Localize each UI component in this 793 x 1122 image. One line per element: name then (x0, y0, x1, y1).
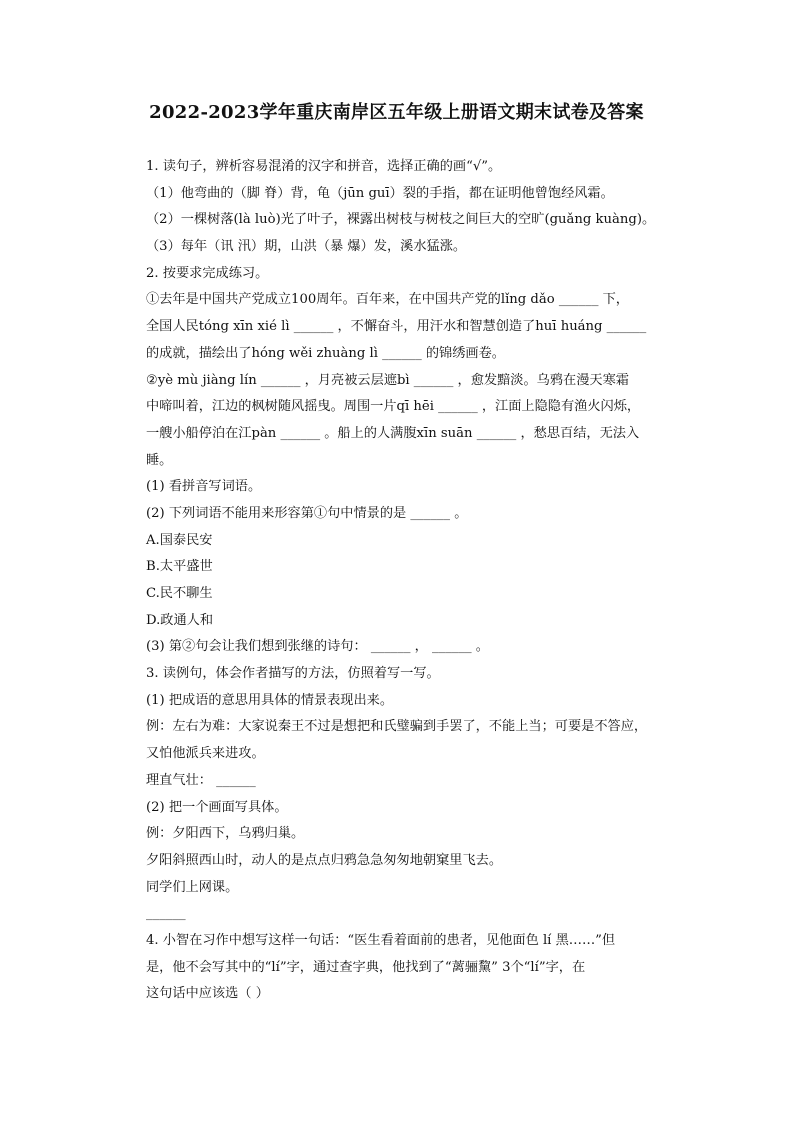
text-line: (1) 把成语的意思用具体的情景表现出来。 (146, 692, 394, 708)
text-line: (2) 下列词语不能用来形容第①句中情景的是 ______ 。 (146, 505, 468, 521)
text-line: （1）他弯曲的（脚 脊）背，龟（jūn guī）裂的手指，都在证明他曾饱经风霜。 (146, 185, 614, 201)
option-a: A.国泰民安 (146, 532, 213, 548)
text-line: （2）一棵树落(là luò)光了叶子，裸露出树枝与树枝之间巨大的空旷(guǎng kuàng)。 (146, 212, 656, 228)
text-line: 又怕他派兵来进攻。 (146, 746, 265, 762)
text-line: 全国人民tóng xīn xié lì ______ ，不懈奋斗，用汗水和智慧创造了huī huáng ______ (146, 319, 647, 335)
text-line: 的成就，描绘出了hóng wěi zhuàng lì ______ 的锦绣画卷。 (146, 345, 505, 361)
text-line: 睡。 (146, 452, 173, 468)
text-line: 2. 按要求完成练习。 (146, 265, 269, 281)
text-line: （3）每年（讯 汛）期，山洪（暴 爆）发，溪水猛涨。 (146, 239, 467, 255)
option-b: B.太平盛世 (146, 559, 213, 575)
text-line: 3. 读例句，体会作者描写的方法，仿照着写一写。 (146, 666, 440, 682)
answer-blank: ______ (146, 906, 186, 922)
text-line: (3) 第②句会让我们想到张继的诗句： ______ ， ______ 。 (146, 639, 489, 655)
text-line: 这句话中应该选（ ） (146, 986, 269, 1002)
text-line: 中啼叫着，江边的枫树随风摇曳。周围一片qī hēi ______ ，江面上隐隐有渔火闪烁， (146, 399, 641, 415)
text-line: 夕阳斜照西山时，动人的是点点归鸦急急匆匆地朝窠里飞去。 (146, 852, 503, 868)
question-body (146, 154, 676, 1008)
option-c: C.民不聊生 (146, 586, 213, 601)
text-line: (1) 看拼音写词语。 (146, 479, 262, 495)
text-line: 例：左右为难：大家说秦王不过是想把和氏璧骗到手罢了，不能上当；可要是不答应， (146, 719, 648, 735)
text-line: 例：夕阳西下，乌鸦归巢。 (146, 826, 305, 842)
text-line: ①去年是中国共产党成立100周年。百年来，在中国共产党的lǐng dǎo ______ 下， (146, 292, 629, 308)
text-line: 1. 读句子，辨析容易混淆的汉字和拼音，选择正确的画“√”。 (146, 159, 502, 174)
text-line: 一艘小船停泊在江pàn ______ 。船上的人满腹xīn suān ______ ，愁思百结，无法入 (146, 425, 640, 441)
document-title: 2022-2023学年重庆南岸区五年级上册语文期末试卷及答案 (149, 102, 644, 123)
text-line: 4. 小智在习作中想写这样一句话：“医生看着面前的患者，见他面色 lí 黑……”但 (146, 932, 616, 948)
text-line: ②yè mù jiàng lín ______ ，月亮被云层遮bì ______ ，愈发黯淡。乌鸦在漫天寒霜 (146, 372, 629, 388)
text-line: 是，他不会写其中的“lí”字，通过查字典，他找到了“蓠骊黧” 3个“lí”字，在 (146, 959, 586, 975)
option-d: D.政通人和 (146, 612, 214, 628)
text-line: (2) 把一个画面写具体。 (146, 799, 288, 815)
text-line: 同学们上网课。 (146, 879, 239, 895)
text-line: 理直气壮： ______ (146, 772, 256, 788)
